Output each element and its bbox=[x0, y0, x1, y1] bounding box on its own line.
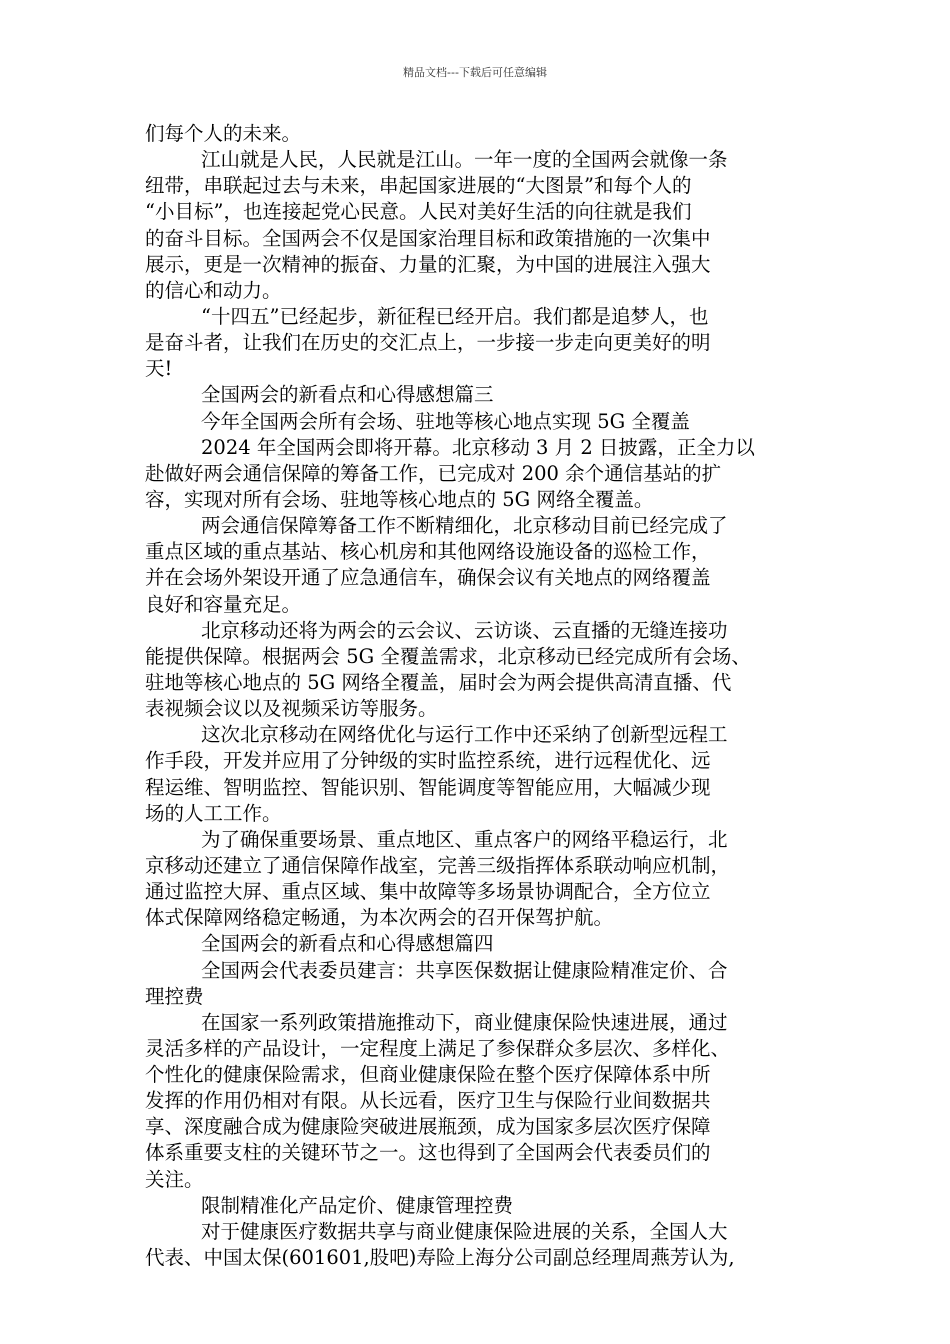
text-line: 全国两会的新看点和心得感想篇四 bbox=[201, 932, 494, 956]
text-line: 场的人工工作。 bbox=[145, 801, 282, 825]
text-line: 体系重要支柱的关键环节之一。这也得到了全国两会代表委员们的 bbox=[145, 1141, 711, 1165]
text-line: 重点区域的重点基站、核心机房和其他网络设施设备的巡检工作， bbox=[145, 540, 711, 564]
text-line: 全国两会的新看点和心得感想篇三 bbox=[201, 383, 494, 407]
text-line: 良好和容量充足。 bbox=[145, 592, 302, 616]
text-line: 全国两会代表委员建言：共享医保数据让健康险精准定价、合 bbox=[201, 958, 728, 982]
text-line: 享、深度融合成为健康险突破进展瓶颈，成为国家多层次医疗保障 bbox=[145, 1115, 711, 1139]
page-header bbox=[0, 66, 950, 80]
text-line: “小目标”，也连接起党心民意。人民对美好生活的向往就是我们 bbox=[145, 200, 692, 224]
text-line: 京移动还建立了通信保障作战室，完善三级指挥体系联动响应机制， bbox=[145, 853, 731, 877]
text-line: 表视频会议以及视频采访等服务。 bbox=[145, 697, 438, 721]
text-line: 为了确保重要场景、重点地区、重点客户的网络平稳运行，北 bbox=[201, 827, 728, 851]
text-line: 是奋斗者，让我们在历史的交汇点上，一步接一步走向更美好的明 bbox=[145, 331, 711, 355]
text-line: 个性化的健康保险需求，但商业健康保险在整个医疗保障体系中所 bbox=[145, 1063, 711, 1087]
text-line: 的奋斗目标。全国两会不仅是国家治理目标和政策措施的一次集中 bbox=[145, 226, 711, 250]
text-line: 天! bbox=[145, 357, 173, 381]
text-line: 2024 年全国两会即将开幕。北京移动 3 月 2 日披露，正全力以 bbox=[201, 435, 755, 459]
text-line: 作手段，开发并应用了分钟级的实时监控系统，进行远程优化、远 bbox=[145, 749, 711, 773]
text-line: 纽带，串联起过去与未来，串起国家进展的“大图景”和每个人的 bbox=[145, 174, 692, 198]
text-line: 的信心和动力。 bbox=[145, 278, 282, 302]
document-body bbox=[145, 121, 825, 1271]
text-line: 江山就是人民，人民就是江山。一年一度的全国两会就像一条 bbox=[201, 148, 728, 172]
text-line: 发挥的作用仍相对有限。从长远看，医疗卫生与保险行业间数据共 bbox=[145, 1089, 711, 1113]
text-line: 理控费 bbox=[145, 984, 204, 1008]
text-line: 对于健康医疗数据共享与商业健康保险进展的关系，全国人大 bbox=[201, 1219, 728, 1243]
text-line: 驻地等核心地点的 5G 网络全覆盖，届时会为两会提供高清直播、代 bbox=[145, 670, 732, 694]
text-line: 通过监控大屏、重点区域、集中故障等多场景协调配合，全方位立 bbox=[145, 880, 711, 904]
text-line: “十四五”已经起步，新征程已经开启。我们都是追梦人，也 bbox=[201, 304, 709, 328]
text-line: 赴做好两会通信保障的筹备工作，已完成对 200 余个通信基站的扩 bbox=[145, 461, 722, 485]
text-line: 展示，更是一次精神的振奋、力量的汇聚，为中国的进展注入强大 bbox=[145, 252, 711, 276]
text-line: 体式保障网络稳定畅通，为本次两会的召开保驾护航。 bbox=[145, 906, 614, 930]
text-line: 能提供保障。根据两会 5G 全覆盖需求，北京移动已经完成所有会场、 bbox=[145, 644, 751, 668]
text-line: 今年全国两会所有会场、驻地等核心地点实现 5G 全覆盖 bbox=[201, 409, 690, 433]
text-line: 北京移动还将为两会的云会议、云访谈、云直播的无缝连接功 bbox=[201, 618, 728, 642]
text-line: 程运维、智明监控、智能识别、智能调度等智能应用，大幅减少现 bbox=[145, 775, 711, 799]
text-line: 在国家一系列政策措施推动下，商业健康保险快速进展，通过 bbox=[201, 1010, 728, 1034]
text-line: 代表、中国太保(601601,股吧)寿险上海分公司副总经理周燕芳认为, bbox=[145, 1246, 735, 1270]
header-text: 精品文档---下载后可任意编辑 bbox=[403, 66, 547, 79]
text-line: 两会通信保障筹备工作不断精细化，北京移动目前已经完成了 bbox=[201, 514, 728, 538]
text-line: 限制精准化产品定价、健康管理控费 bbox=[201, 1193, 514, 1217]
text-line: 并在会场外架设开通了应急通信车，确保会议有关地点的网络覆盖 bbox=[145, 566, 711, 590]
text-line: 灵活多样的产品设计，一定程度上满足了参保群众多层次、多样化、 bbox=[145, 1036, 731, 1060]
text-line: 容，实现对所有会场、驻地等核心地点的 5G 网络全覆盖。 bbox=[145, 487, 654, 511]
text-line: 们每个人的未来。 bbox=[145, 122, 302, 145]
text-line: 关注。 bbox=[145, 1167, 204, 1191]
text-line: 这次北京移动在网络优化与运行工作中还采纳了创新型远程工 bbox=[201, 723, 728, 747]
